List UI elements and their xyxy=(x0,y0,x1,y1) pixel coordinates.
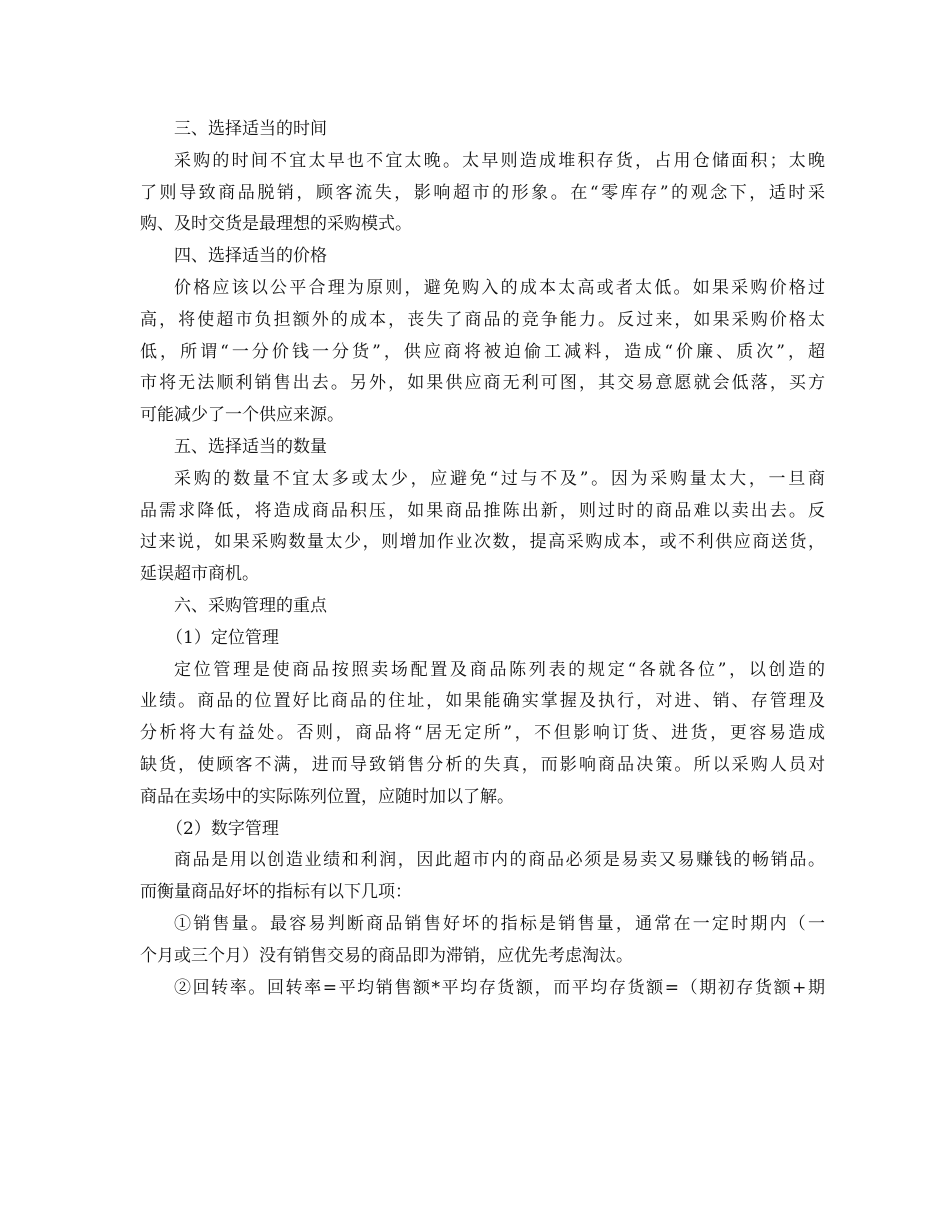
paragraph-line: 采购的数量不宜太多或太少，应避免“过与不及”。因为采购量太大，一旦商 xyxy=(174,468,825,489)
list-item-line: ②回转率。回转率=平均销售额*平均存货额，而平均存货额=（期初存货额+期 xyxy=(174,977,825,998)
subsection-heading: （2）数字管理 xyxy=(166,818,279,839)
paragraph-line: 市将无法顺利销售出去。另外，如果供应商无利可图，其交易意愿就会低落，买方 xyxy=(140,373,825,394)
paragraph-line: 价格应该以公平合理为原则，避免购入的成本太高或者太低。如果采购价格过 xyxy=(174,277,825,298)
paragraph-line: 采购的时间不宜太早也不宜太晚。太早则造成堆积存货，占用仓储面积；太晚 xyxy=(174,150,825,171)
paragraph-line: 品需求降低，将造成商品积压，如果商品推陈出新，则过时的商品难以卖出去。反 xyxy=(140,500,825,521)
paragraph-line: 过来说，如果采购数量太少，则增加作业次数，提高采购成本，或不利供应商送货， xyxy=(140,532,825,553)
list-item-line: ①销售量。最容易判断商品销售好坏的指标是销售量，通常在一定时期内（一 xyxy=(174,913,825,934)
section-heading: 五、选择适当的数量 xyxy=(174,436,327,457)
paragraph-line: 商品是用以创造业绩和利润，因此超市内的商品必须是易卖又易赚钱的畅销品。 xyxy=(174,850,825,871)
paragraph-line: 延误超市商机。 xyxy=(140,564,259,585)
paragraph-line: 业绩。商品的位置好比商品的住址，如果能确实掌握及执行，对进、销、存管理及 xyxy=(140,691,825,712)
paragraph-line: 低，所谓“一分价钱一分货”，供应商将被迫偷工减料，造成“价廉、质次”，超 xyxy=(140,341,825,362)
paragraph-line: 高，将使超市负担额外的成本，丧失了商品的竞争能力。反过来，如果采购价格太 xyxy=(140,309,825,330)
paragraph-line: 缺货，使顾客不满，进而导致销售分析的失真，而影响商品决策。所以采购人员对 xyxy=(140,754,825,775)
document-page xyxy=(140,114,825,1004)
section-heading: 三、选择适当的时间 xyxy=(174,119,327,139)
section-heading: 四、选择适当的价格 xyxy=(174,246,327,267)
list-item-line: 个月或三个月）没有销售交易的商品即为滞销，应优先考虑淘汰。 xyxy=(140,945,633,966)
subsection-heading: （1）定位管理 xyxy=(166,627,279,648)
paragraph-line: 可能减少了一个供应来源。 xyxy=(140,405,344,426)
paragraph-line: 定位管理是使商品按照卖场配置及商品陈列表的规定“各就各位”，以创造的 xyxy=(174,659,825,680)
paragraph-line: 了则导致商品脱销，顾客流失，影响超市的形象。在“零库存”的观念下，适时采 xyxy=(140,182,825,203)
paragraph-line: 而衡量商品好坏的指标有以下几项： xyxy=(140,882,412,903)
paragraph-line: 购、及时交货是最理想的采购模式。 xyxy=(140,214,412,235)
paragraph-line: 商品在卖场中的实际陈列位置，应随时加以了解。 xyxy=(140,786,514,807)
paragraph-line: 分析将大有益处。否则，商品将“居无定所”，不但影响订货、进货，更容易造成 xyxy=(140,723,825,744)
section-heading: 六、采购管理的重点 xyxy=(174,595,327,616)
